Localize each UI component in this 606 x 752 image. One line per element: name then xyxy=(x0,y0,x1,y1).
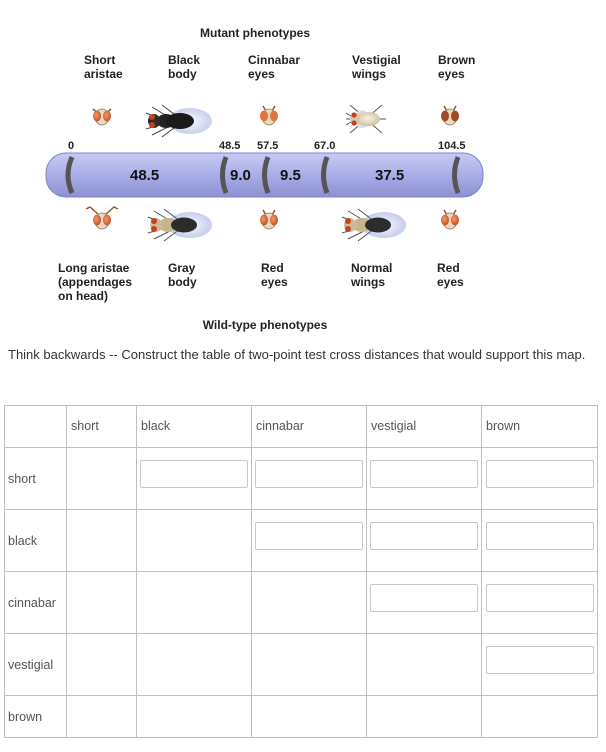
row-header-black: black xyxy=(5,510,67,572)
row-header-vestigial: vestigial xyxy=(5,634,67,696)
cell-short-cinnabar xyxy=(252,448,367,510)
table-row-black xyxy=(5,510,598,572)
row-header-brown: brown xyxy=(5,696,67,738)
label-black-body: Black body xyxy=(168,53,201,81)
fly-head-long-aristae-icon xyxy=(86,207,118,229)
distance-short-black: 48.5 xyxy=(130,167,160,184)
mutant-phenotypes-heading: Mutant phenotypes xyxy=(200,26,310,40)
cell-black-vestigial xyxy=(367,510,482,572)
fly-normal-wings-icon xyxy=(342,209,406,241)
cell-empty xyxy=(137,634,252,696)
position-cinnabar: 57.5 xyxy=(257,140,279,152)
fly-head-red-eyes-icon-2 xyxy=(441,210,459,229)
cell-empty xyxy=(367,634,482,696)
row-header-cinnabar: cinnabar xyxy=(5,572,67,634)
input-black-vestigial[interactable] xyxy=(370,522,478,550)
table-row-cinnabar xyxy=(5,572,598,634)
cell-empty xyxy=(252,634,367,696)
cell-short-brown xyxy=(482,448,598,510)
table-corner-cell xyxy=(5,406,67,448)
wildtype-phenotypes-heading: Wild-type phenotypes xyxy=(202,318,328,332)
input-short-cinnabar[interactable] xyxy=(255,460,363,488)
cell-short-vestigial xyxy=(367,448,482,510)
cell-empty xyxy=(67,510,137,572)
column-header-vestigial: vestigial xyxy=(367,406,482,448)
input-short-brown[interactable] xyxy=(486,460,594,488)
cell-cinnabar-brown xyxy=(482,572,598,634)
fly-gray-body-icon xyxy=(148,209,212,241)
distance-cinnabar-vestigial: 9.5 xyxy=(280,167,301,184)
fly-vestigial-wings-icon xyxy=(346,105,386,133)
label-short-aristae: Short aristae xyxy=(84,53,123,81)
cell-short-black xyxy=(137,448,252,510)
cell-empty xyxy=(252,696,367,738)
fly-head-short-aristae-icon xyxy=(93,109,111,125)
column-header-cinnabar: cinnabar xyxy=(252,406,367,448)
label-cinnabar-eyes: Cinnabar eyes xyxy=(248,53,301,81)
input-black-cinnabar[interactable] xyxy=(255,522,363,550)
fly-head-red-eyes-icon xyxy=(260,210,278,229)
cell-empty xyxy=(67,572,137,634)
cell-empty xyxy=(482,696,598,738)
position-brown: 104.5 xyxy=(438,140,466,152)
label-brown-eyes: Brown eyes xyxy=(438,53,476,81)
two-point-distance-table xyxy=(4,405,598,738)
question-prompt: Think backwards -- Construct the table of two-point test cross distances that would support this map. xyxy=(8,347,586,362)
cell-empty xyxy=(252,572,367,634)
cell-cinnabar-vestigial xyxy=(367,572,482,634)
table-row-brown xyxy=(5,696,598,738)
cell-empty xyxy=(67,448,137,510)
label-gray-body: Gray body xyxy=(168,261,197,289)
cell-black-brown xyxy=(482,510,598,572)
column-header-brown: brown xyxy=(482,406,598,448)
cell-empty xyxy=(137,572,252,634)
fly-black-body-icon xyxy=(146,105,212,137)
cell-empty xyxy=(67,696,137,738)
position-short: 0 xyxy=(68,140,75,152)
cell-empty xyxy=(67,634,137,696)
label-red-eyes-1: Red eyes xyxy=(261,261,288,289)
position-vestigial: 67.0 xyxy=(314,140,336,152)
row-header-short: short xyxy=(5,448,67,510)
cell-empty xyxy=(137,510,252,572)
column-header-short: short xyxy=(67,406,137,448)
input-short-vestigial[interactable] xyxy=(370,460,478,488)
position-black: 48.5 xyxy=(219,140,241,152)
table-row-short xyxy=(5,448,598,510)
label-long-aristae: Long aristae (appendages on head) xyxy=(58,261,133,303)
table-header-row xyxy=(5,406,598,448)
column-header-black: black xyxy=(137,406,252,448)
cell-empty xyxy=(367,696,482,738)
input-vestigial-brown[interactable] xyxy=(486,646,594,674)
input-cinnabar-vestigial[interactable] xyxy=(370,584,478,612)
cell-black-cinnabar xyxy=(252,510,367,572)
input-cinnabar-brown[interactable] xyxy=(486,584,594,612)
input-black-brown[interactable] xyxy=(486,522,594,550)
fly-head-cinnabar-icon xyxy=(260,106,278,125)
label-red-eyes-2: Red eyes xyxy=(437,261,464,289)
cell-empty xyxy=(137,696,252,738)
fly-head-brown-eyes-icon xyxy=(441,106,459,125)
input-short-black[interactable] xyxy=(140,460,248,488)
cell-vestigial-brown xyxy=(482,634,598,696)
label-normal-wings: Normal wings xyxy=(351,261,393,289)
label-vestigial-wings: Vestigial wings xyxy=(352,53,401,81)
distance-black-cinnabar: 9.0 xyxy=(230,167,251,184)
table-row-vestigial xyxy=(5,634,598,696)
distance-vestigial-brown: 37.5 xyxy=(375,167,405,184)
